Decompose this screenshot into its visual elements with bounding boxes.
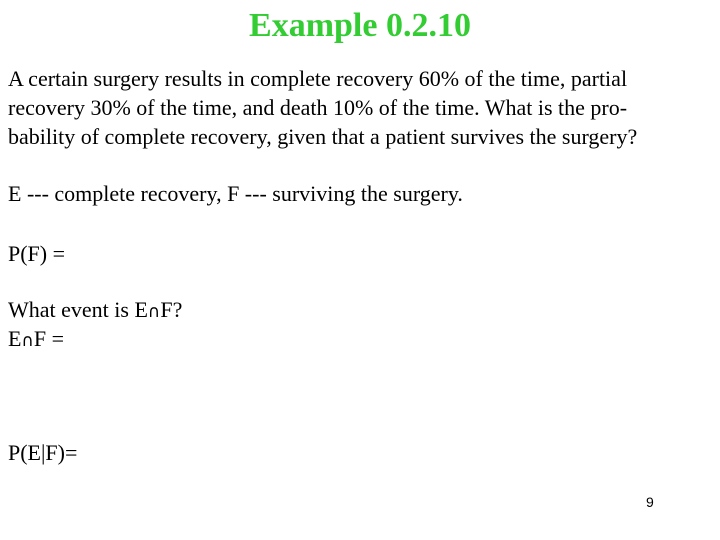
event-definitions: E --- complete recovery, F --- surviving the surgery. [8,181,463,206]
question-suffix: F? [160,297,183,322]
intersection-symbol: ∩ [147,302,161,322]
question-prefix: What event is E [8,297,148,322]
intersection-question [8,296,182,326]
page-number: 9 [646,494,654,510]
problem-line-1: A certain surgery results in complete recovery 60% of the time, partial [8,66,628,91]
intersection-suffix: F = [33,326,65,351]
problem-line-3: bability of complete recovery, given that a patient survives the surgery? [8,124,638,149]
intersection-symbol: ∩ [21,331,34,351]
intersection-prefix: E [8,326,22,351]
slide-title: Example 0.2.10 [249,7,471,44]
probability-f-line: P(F) = [8,241,66,266]
intersection-line [8,325,64,355]
conditional-probability-line: P(E|F)= [8,440,78,465]
problem-statement [8,64,712,151]
problem-line-2: recovery 30% of the time, and death 10% of the time. What is the pro- [8,95,628,120]
